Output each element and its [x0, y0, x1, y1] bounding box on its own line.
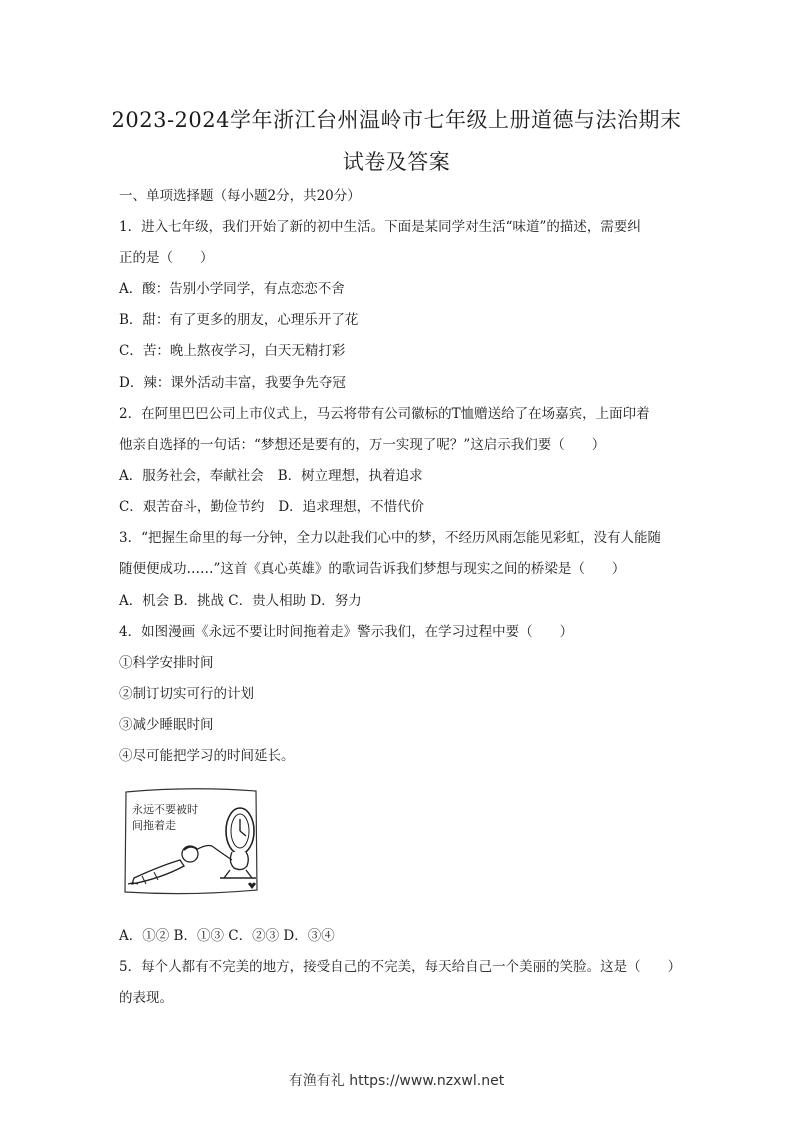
document-title-line-1: 2023-2024学年浙江台州温岭市七年级上册道德与法治期末 — [111, 108, 682, 132]
cartoon-caption-line-1: 永远不要被时 — [132, 803, 198, 816]
q2-stem-line-1: 2．在阿里巴巴公司上市仪式上，马云将带有公司徽标的T恤赠送给了在场嘉宾，上面印着 — [119, 406, 650, 422]
q4-item-1: ①科学安排时间 — [119, 655, 214, 671]
q1-option-a: A．酸：告别小学同学，有点恋恋不舍 — [119, 281, 345, 297]
q1-stem-line-2: 正的是（ ） — [119, 250, 214, 266]
q3-options: A．机会 B．挑战 C．贵人相助 D．努力 — [119, 593, 362, 609]
footer-watermark-link[interactable]: 有渔有礼 https://www.nzxwl.net — [288, 1073, 505, 1089]
q2-option-c: C．艰苦奋斗，勤俭节约 — [119, 499, 265, 515]
q1-option-d: D．辣：课外活动丰富，我要争先夺冠 — [119, 375, 346, 391]
q4-options: A．①② B．①③ C．②③ D．③④ — [119, 928, 335, 944]
heart-icon — [248, 883, 256, 890]
q1-stem-line-1: 1．进入七年级，我们开始了新的初中生活。下面是某同学对生活“味道”的描述，需要纠 — [119, 219, 641, 235]
q1-option-c: C．苦：晚上熬夜学习，白天无精打彩 — [119, 343, 346, 359]
clock-character-icon — [212, 808, 256, 878]
q5-stem-line-2: 的表现。 — [119, 990, 173, 1006]
q1-option-b: B．甜：有了更多的朋友，心理乐开了花 — [119, 312, 359, 328]
q4-item-2: ②制订切实可行的计划 — [119, 686, 254, 702]
q2-option-b: B．树立理想，执着追求 — [277, 468, 423, 484]
q2-stem-line-2: 他亲自选择的一句话：“梦想还是要有的，万一实现了呢？”这启示我们要（ ） — [119, 437, 606, 453]
document-title-line-2: 试卷及答案 — [342, 150, 451, 174]
dragged-student-icon — [128, 846, 212, 885]
q2-options-row-1 — [119, 467, 423, 485]
section-heading: 一、单项选择题（每小题2分，共20分） — [119, 188, 361, 204]
time-cartoon-illustration — [120, 786, 262, 898]
q2-option-d: D．追求理想，不惜代价 — [278, 499, 425, 515]
q5-stem-line-1: 5．每个人都有不完美的地方，接受自己的不完美，每天给自己一个美丽的笑脸。这是（ ） — [119, 959, 682, 975]
q2-options-row-2 — [119, 498, 424, 516]
q4-item-3: ③减少睡眠时间 — [119, 717, 214, 733]
q4-stem: 4．如图漫画《永远不要让时间拖着走》警示我们，在学习过程中要（ ） — [119, 624, 574, 640]
q3-stem-line-2: 随便便成功……”这首《真心英雄》的歌词告诉我们梦想与现实之间的桥梁是（ ） — [119, 561, 626, 577]
q2-option-a: A．服务社会，奉献社会 — [119, 468, 264, 484]
cartoon-caption-line-2: 间拖着走 — [132, 819, 176, 832]
q3-stem-line-1: 3．“把握生命里的每一分钟，全力以赴我们心中的梦，不经历风雨怎能见彩虹，没有人能随 — [119, 530, 661, 546]
q4-item-4: ④尽可能把学习的时间延长。 — [119, 748, 295, 764]
